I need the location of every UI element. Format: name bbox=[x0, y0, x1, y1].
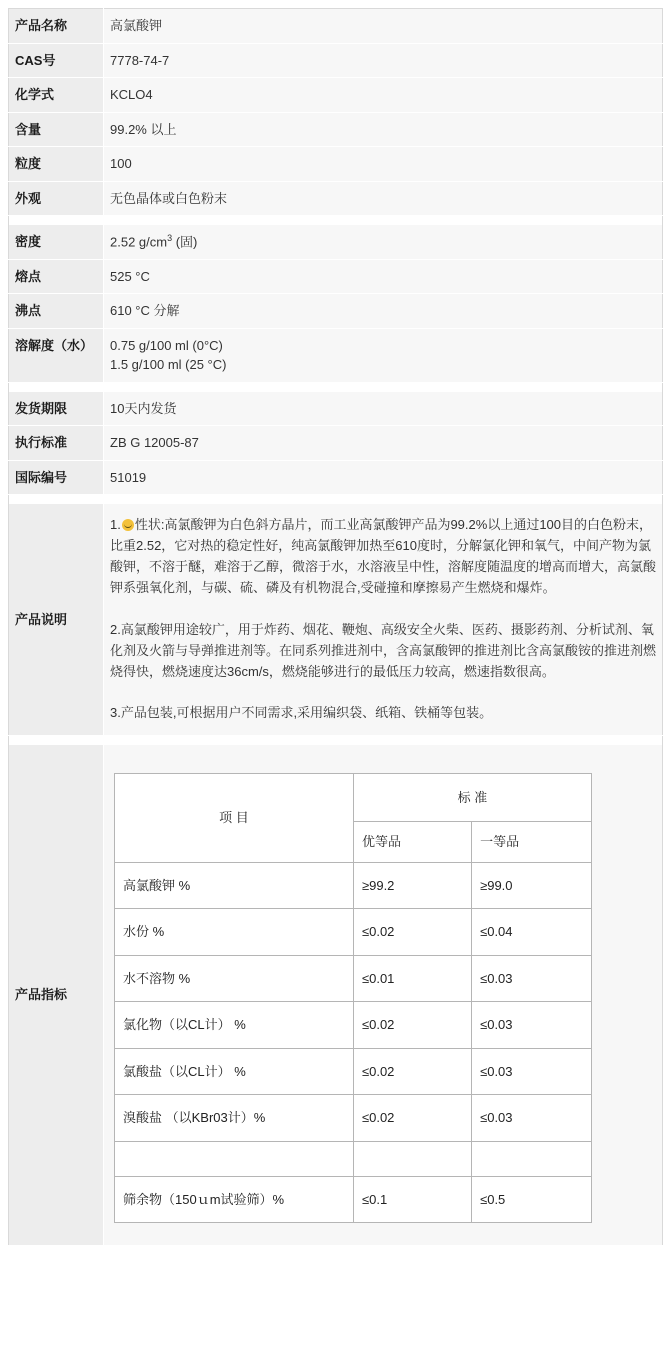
table-row bbox=[115, 1002, 592, 1049]
row-label: CAS号 bbox=[9, 43, 104, 78]
description-paragraph-1 bbox=[110, 514, 656, 598]
indicator-item: 水不溶物 % bbox=[115, 955, 354, 1002]
product-indicators-row bbox=[9, 745, 663, 1246]
indicator-grade-b: ≤0.5 bbox=[472, 1176, 592, 1223]
row-label: 沸点 bbox=[9, 294, 104, 329]
indicator-item: 氯化物（以CL计） % bbox=[115, 1002, 354, 1049]
indicator-grade-b: ≤0.04 bbox=[472, 909, 592, 956]
row-value: 10天内发货 bbox=[104, 392, 663, 426]
row-value: 525 °C bbox=[104, 259, 663, 294]
row-label: 产品名称 bbox=[9, 9, 104, 44]
paragraph-number: 1. bbox=[110, 517, 121, 533]
indicators-label: 产品指标 bbox=[9, 745, 104, 1246]
indicator-grade-a: ≤0.02 bbox=[353, 1048, 471, 1095]
row-label: 粒度 bbox=[9, 147, 104, 182]
table-row bbox=[9, 112, 663, 147]
density-exponent: 3 bbox=[167, 233, 173, 243]
group-divider bbox=[9, 735, 663, 745]
table-row bbox=[9, 259, 663, 294]
description-label: 产品说明 bbox=[9, 504, 104, 735]
table-row bbox=[9, 392, 663, 426]
density-value: 2.52 g/cm bbox=[110, 234, 168, 250]
row-value: 610 °C 分解 bbox=[104, 294, 663, 329]
indicator-grade-b: ≤0.03 bbox=[472, 1002, 592, 1049]
table-row bbox=[9, 328, 663, 382]
row-label: 密度 bbox=[9, 225, 104, 259]
solubility-line-2: 1.5 g/100 ml (25 °C) bbox=[110, 357, 227, 373]
row-value: 7778-74-7 bbox=[104, 43, 663, 78]
indicator-grade-a: ≤0.01 bbox=[353, 955, 471, 1002]
table-row bbox=[115, 955, 592, 1002]
indicators-spacer-row bbox=[115, 1141, 592, 1176]
description-paragraph-3: 3.产品包装,可根据用户不同需求,采用编织袋、纸箱、铁桶等包装。 bbox=[110, 704, 493, 720]
table-row bbox=[115, 1176, 592, 1223]
row-label: 外观 bbox=[9, 181, 104, 216]
indicator-item: 高氯酸钾 % bbox=[115, 862, 354, 909]
indicators-content bbox=[104, 745, 663, 1246]
solubility-line-1: 0.75 g/100 ml (0°C) bbox=[110, 337, 223, 353]
row-label: 国际编号 bbox=[9, 460, 104, 495]
table-row bbox=[115, 1095, 592, 1142]
spacer-cell bbox=[472, 1141, 592, 1176]
table-row bbox=[9, 460, 663, 495]
indicator-grade-a: ≤0.02 bbox=[353, 909, 471, 956]
group-divider bbox=[9, 495, 663, 505]
row-label: 含量 bbox=[9, 112, 104, 147]
description-content bbox=[104, 504, 663, 735]
indicators-table bbox=[114, 773, 592, 1224]
table-row bbox=[9, 181, 663, 216]
indicator-item: 水份 % bbox=[115, 909, 354, 956]
spacer-cell bbox=[115, 1141, 354, 1176]
indicators-subhead-grade-a: 优等品 bbox=[353, 822, 471, 863]
table-row bbox=[9, 426, 663, 461]
row-value bbox=[104, 225, 663, 259]
indicator-item: 筛余物（150ｕm试验筛）% bbox=[115, 1176, 354, 1223]
product-spec-table bbox=[8, 8, 663, 1246]
row-value: 高氯酸钾 bbox=[104, 9, 663, 44]
indicators-subhead-grade-b: 一等品 bbox=[472, 822, 592, 863]
row-value: 51019 bbox=[104, 460, 663, 495]
row-label: 执行标准 bbox=[9, 426, 104, 461]
table-row bbox=[115, 909, 592, 956]
group-divider bbox=[9, 216, 663, 226]
indicator-grade-a: ≤0.02 bbox=[353, 1095, 471, 1142]
indicator-grade-a: ≥99.2 bbox=[353, 862, 471, 909]
table-row bbox=[9, 78, 663, 113]
density-suffix: (固) bbox=[172, 234, 198, 250]
table-row bbox=[9, 147, 663, 182]
indicator-grade-b: ≤0.03 bbox=[472, 955, 592, 1002]
indicator-grade-a: ≤0.1 bbox=[353, 1176, 471, 1223]
indicator-item: 溴酸盐 （以KBr03计）% bbox=[115, 1095, 354, 1142]
paragraph-text: 性状:高氯酸钾为白色斜方晶片，而工业高氯酸钾产品为99.2%以上通过100目的白色粉末，比重2.52，它对热的稳定性好，纯高氯酸钾加热至610度时，分解氯化钾和氧气，中间产物为氯酸钾，不溶于醚，难溶于乙醇，微溶于水，水溶液呈中性，溶解度随温度的增高而增大，高氯酸钾系强氧化剂，与碳、硫、磷及有机物混合,受碰撞和摩擦易产生燃烧和爆炸。 bbox=[110, 517, 657, 596]
spacer-cell bbox=[353, 1141, 471, 1176]
table-row bbox=[9, 294, 663, 329]
row-value: ZB G 12005-87 bbox=[104, 426, 663, 461]
row-label: 化学式 bbox=[9, 78, 104, 113]
indicators-head-item: 项 目 bbox=[115, 773, 354, 862]
indicator-grade-a: ≤0.02 bbox=[353, 1002, 471, 1049]
indicator-grade-b: ≤0.03 bbox=[472, 1095, 592, 1142]
row-label: 熔点 bbox=[9, 259, 104, 294]
row-value: KCLO4 bbox=[104, 78, 663, 113]
table-row bbox=[115, 862, 592, 909]
row-value: 99.2% 以上 bbox=[104, 112, 663, 147]
indicator-grade-b: ≤0.03 bbox=[472, 1048, 592, 1095]
row-label: 溶解度（水） bbox=[9, 328, 104, 382]
group-divider bbox=[9, 382, 663, 392]
table-row bbox=[9, 43, 663, 78]
indicators-header-row bbox=[115, 773, 592, 822]
table-row bbox=[9, 225, 663, 259]
indicators-table-wrap bbox=[110, 773, 656, 1224]
description-paragraph-2: 2.高氯酸钾用途较广，用于炸药、烟花、鞭炮、高级安全火柴、医药、摄影药剂、分析试剂、氧化剂及火箭与导弹推进剂等。在同系列推进剂中，含高氯酸钾的推进剂比含高氯酸铵的推进剂燃烧得快，燃烧速度达36cm/s，燃烧能够进行的最低压力较高，燃速指数很高。 bbox=[110, 621, 657, 679]
row-value: 无色晶体或白色粉末 bbox=[104, 181, 663, 216]
smiley-icon bbox=[122, 519, 134, 531]
table-row bbox=[9, 9, 663, 44]
row-value bbox=[104, 328, 663, 382]
indicator-grade-b: ≥99.0 bbox=[472, 862, 592, 909]
indicator-item: 氯酸盐（以CL计） % bbox=[115, 1048, 354, 1095]
indicators-head-standard: 标 准 bbox=[353, 773, 591, 822]
row-label: 发货期限 bbox=[9, 392, 104, 426]
table-row bbox=[115, 1048, 592, 1095]
row-value: 100 bbox=[104, 147, 663, 182]
product-description-row bbox=[9, 504, 663, 735]
